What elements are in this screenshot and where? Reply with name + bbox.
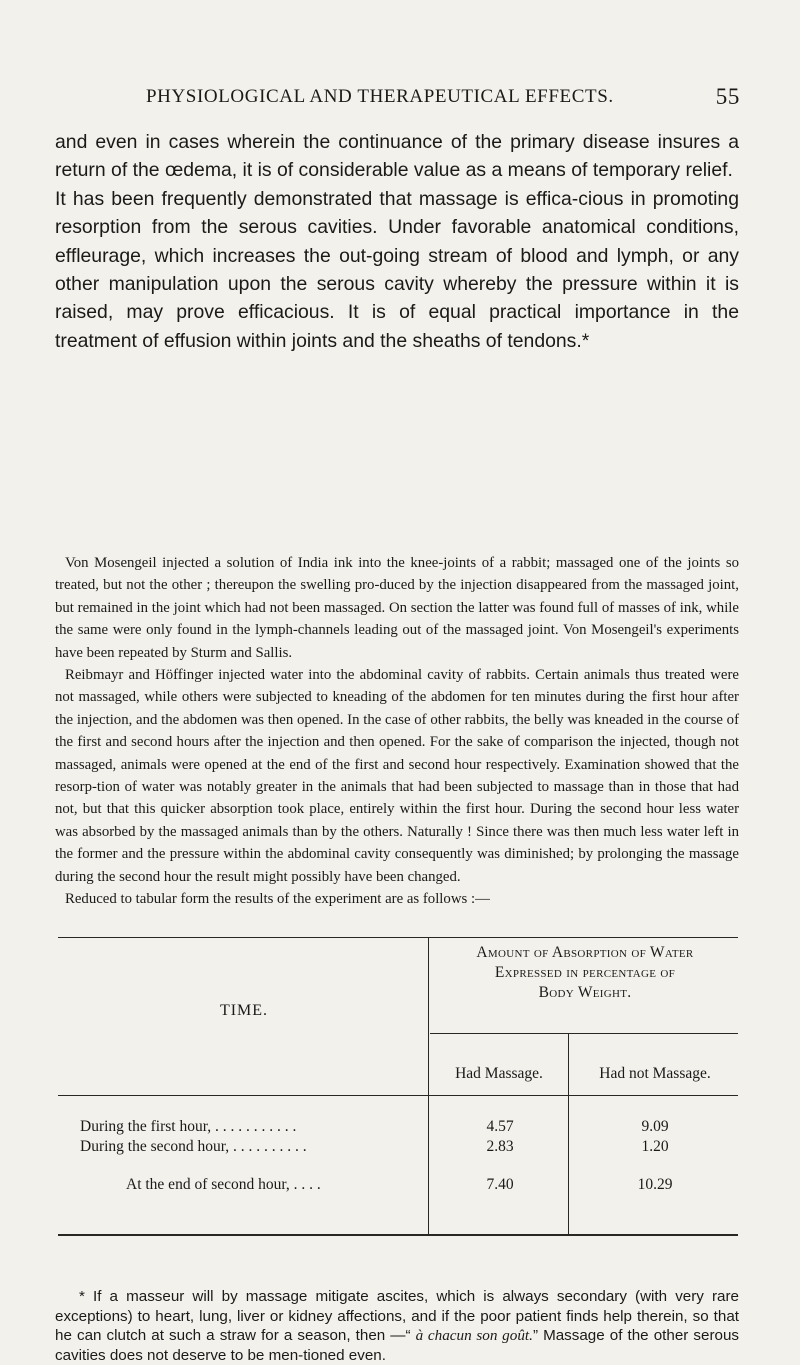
footnote bbox=[55, 1287, 739, 1365]
small-paragraph-3: Reduced to tabular form the results of the experiment are as follows :— bbox=[65, 891, 490, 908]
table-row-label: During the first hour, . . . . . . . . . . . bbox=[80, 1118, 297, 1135]
footnote-text-after: ” Massage of the other serous cavities does not deserve to be men-tioned even. bbox=[55, 1327, 739, 1364]
results-table bbox=[58, 937, 738, 1274]
small-paragraph-2: Reibmayr and Höffinger injected water into the abdominal cavity of rabbits. Certain animals thus treated were not massaged, while others were subjected to kneading of the abdomen for ten minutes during the first hour after the injection, and the abdomen was then opened. In the case of other rabbits, the belly was kneaded in the course of the first and second hours after the injection and then opened. For the sake of comparison the injected, though not massaged, animals were opened at the end of the first and second hour respectively. Examination showed that the resorp-tion of water was notably greater in the animals that had been subjected to massage than in those that had not, but that this quicker absorption took place, entirely within the first hour. During the second hour less water was absorbed by the massaged animals than by the others. Naturally ! Since there was then much less water left in the former and the pressure within the abdominal cavity consequently was diminished; by prolonging the massage during the second hour the result might possibly have been changed. bbox=[55, 667, 739, 885]
small-print-text bbox=[55, 552, 739, 911]
table-row-label: During the second hour, . . . . . . . . . . bbox=[80, 1138, 307, 1155]
running-head-title: PHYSIOLOGICAL AND THERAPEUTICAL EFFECTS. bbox=[146, 86, 614, 107]
page-number: 55 bbox=[715, 84, 740, 109]
main-body-text bbox=[55, 128, 739, 355]
no-massage-value: 1.20 bbox=[641, 1138, 669, 1155]
massage-value: 4.57 bbox=[486, 1118, 514, 1135]
table-subheader-rule bbox=[430, 1033, 738, 1034]
group-header-line-3: Body Weight. bbox=[538, 984, 632, 1001]
massage-value: 2.83 bbox=[486, 1138, 514, 1155]
table-time-divider bbox=[428, 937, 429, 1236]
body-paragraph-2: It has been frequently demonstrated that massage is effica-cious in promoting resorption from the serous cavities. Under favorable anatomical conditions, effleurage, which increases the out-going stream of blood and lymph, or any other manipulation upon the serous cavity whereby the pressure within it is raised, may prove efficacious. It is of equal practical importance in the treatment of effusion within joints and the sheaths of tendons.* bbox=[55, 187, 739, 352]
no-massage-value: 9.09 bbox=[641, 1118, 669, 1135]
had-massage-header: Had Massage. bbox=[455, 1065, 543, 1082]
small-paragraph-1: Von Mosengeil injected a solution of India ink into the knee-joints of a rabbit; massaged one of the joints so treated, but not the other ; thereupon the swelling pro-duced by the injection disappeared from the massaged joint, but remained in the joint which had not been massaged. On section the latter was found full of masses of ink, while the same were only found in the lymph-channels leading out of the massaged joint. Von Mosengeil's experiments have been repeated by Sturm and Sallis. bbox=[55, 555, 739, 661]
table-row-label: At the end of second hour, . . . . bbox=[126, 1176, 321, 1193]
body-paragraph-1: and even in cases wherein the continuance of the primary disease insures a return of the œdema, it is of considerable value as a means of temporary relief. bbox=[55, 131, 739, 182]
table-header-bottom-rule bbox=[58, 1095, 738, 1096]
absorption-group-header bbox=[430, 943, 740, 1003]
had-not-massage-header: Had not Massage. bbox=[599, 1065, 711, 1082]
group-header-line-2: Expressed in percentage of bbox=[494, 964, 676, 981]
no-massage-value: 10.29 bbox=[637, 1176, 673, 1193]
table-bottom-rule bbox=[58, 1234, 738, 1236]
group-header-line-1: Amount of Absorption of Water bbox=[476, 944, 694, 961]
table-top-rule bbox=[58, 937, 738, 938]
footnote-paragraph bbox=[55, 1287, 739, 1365]
footnote-italic-phrase: à chacun son goût. bbox=[415, 1327, 533, 1345]
footnote-text-before: * If a masseur will by massage mitigate ascites, which is always secondary (with very rare exceptions) to heart, lung, liver or kidney affections, and if the poor patient finds help therein, so that he can clutch at such a straw for a season, then —“ bbox=[55, 1288, 739, 1345]
massage-value: 7.40 bbox=[486, 1176, 514, 1193]
time-column-header: TIME. bbox=[219, 1002, 269, 1019]
